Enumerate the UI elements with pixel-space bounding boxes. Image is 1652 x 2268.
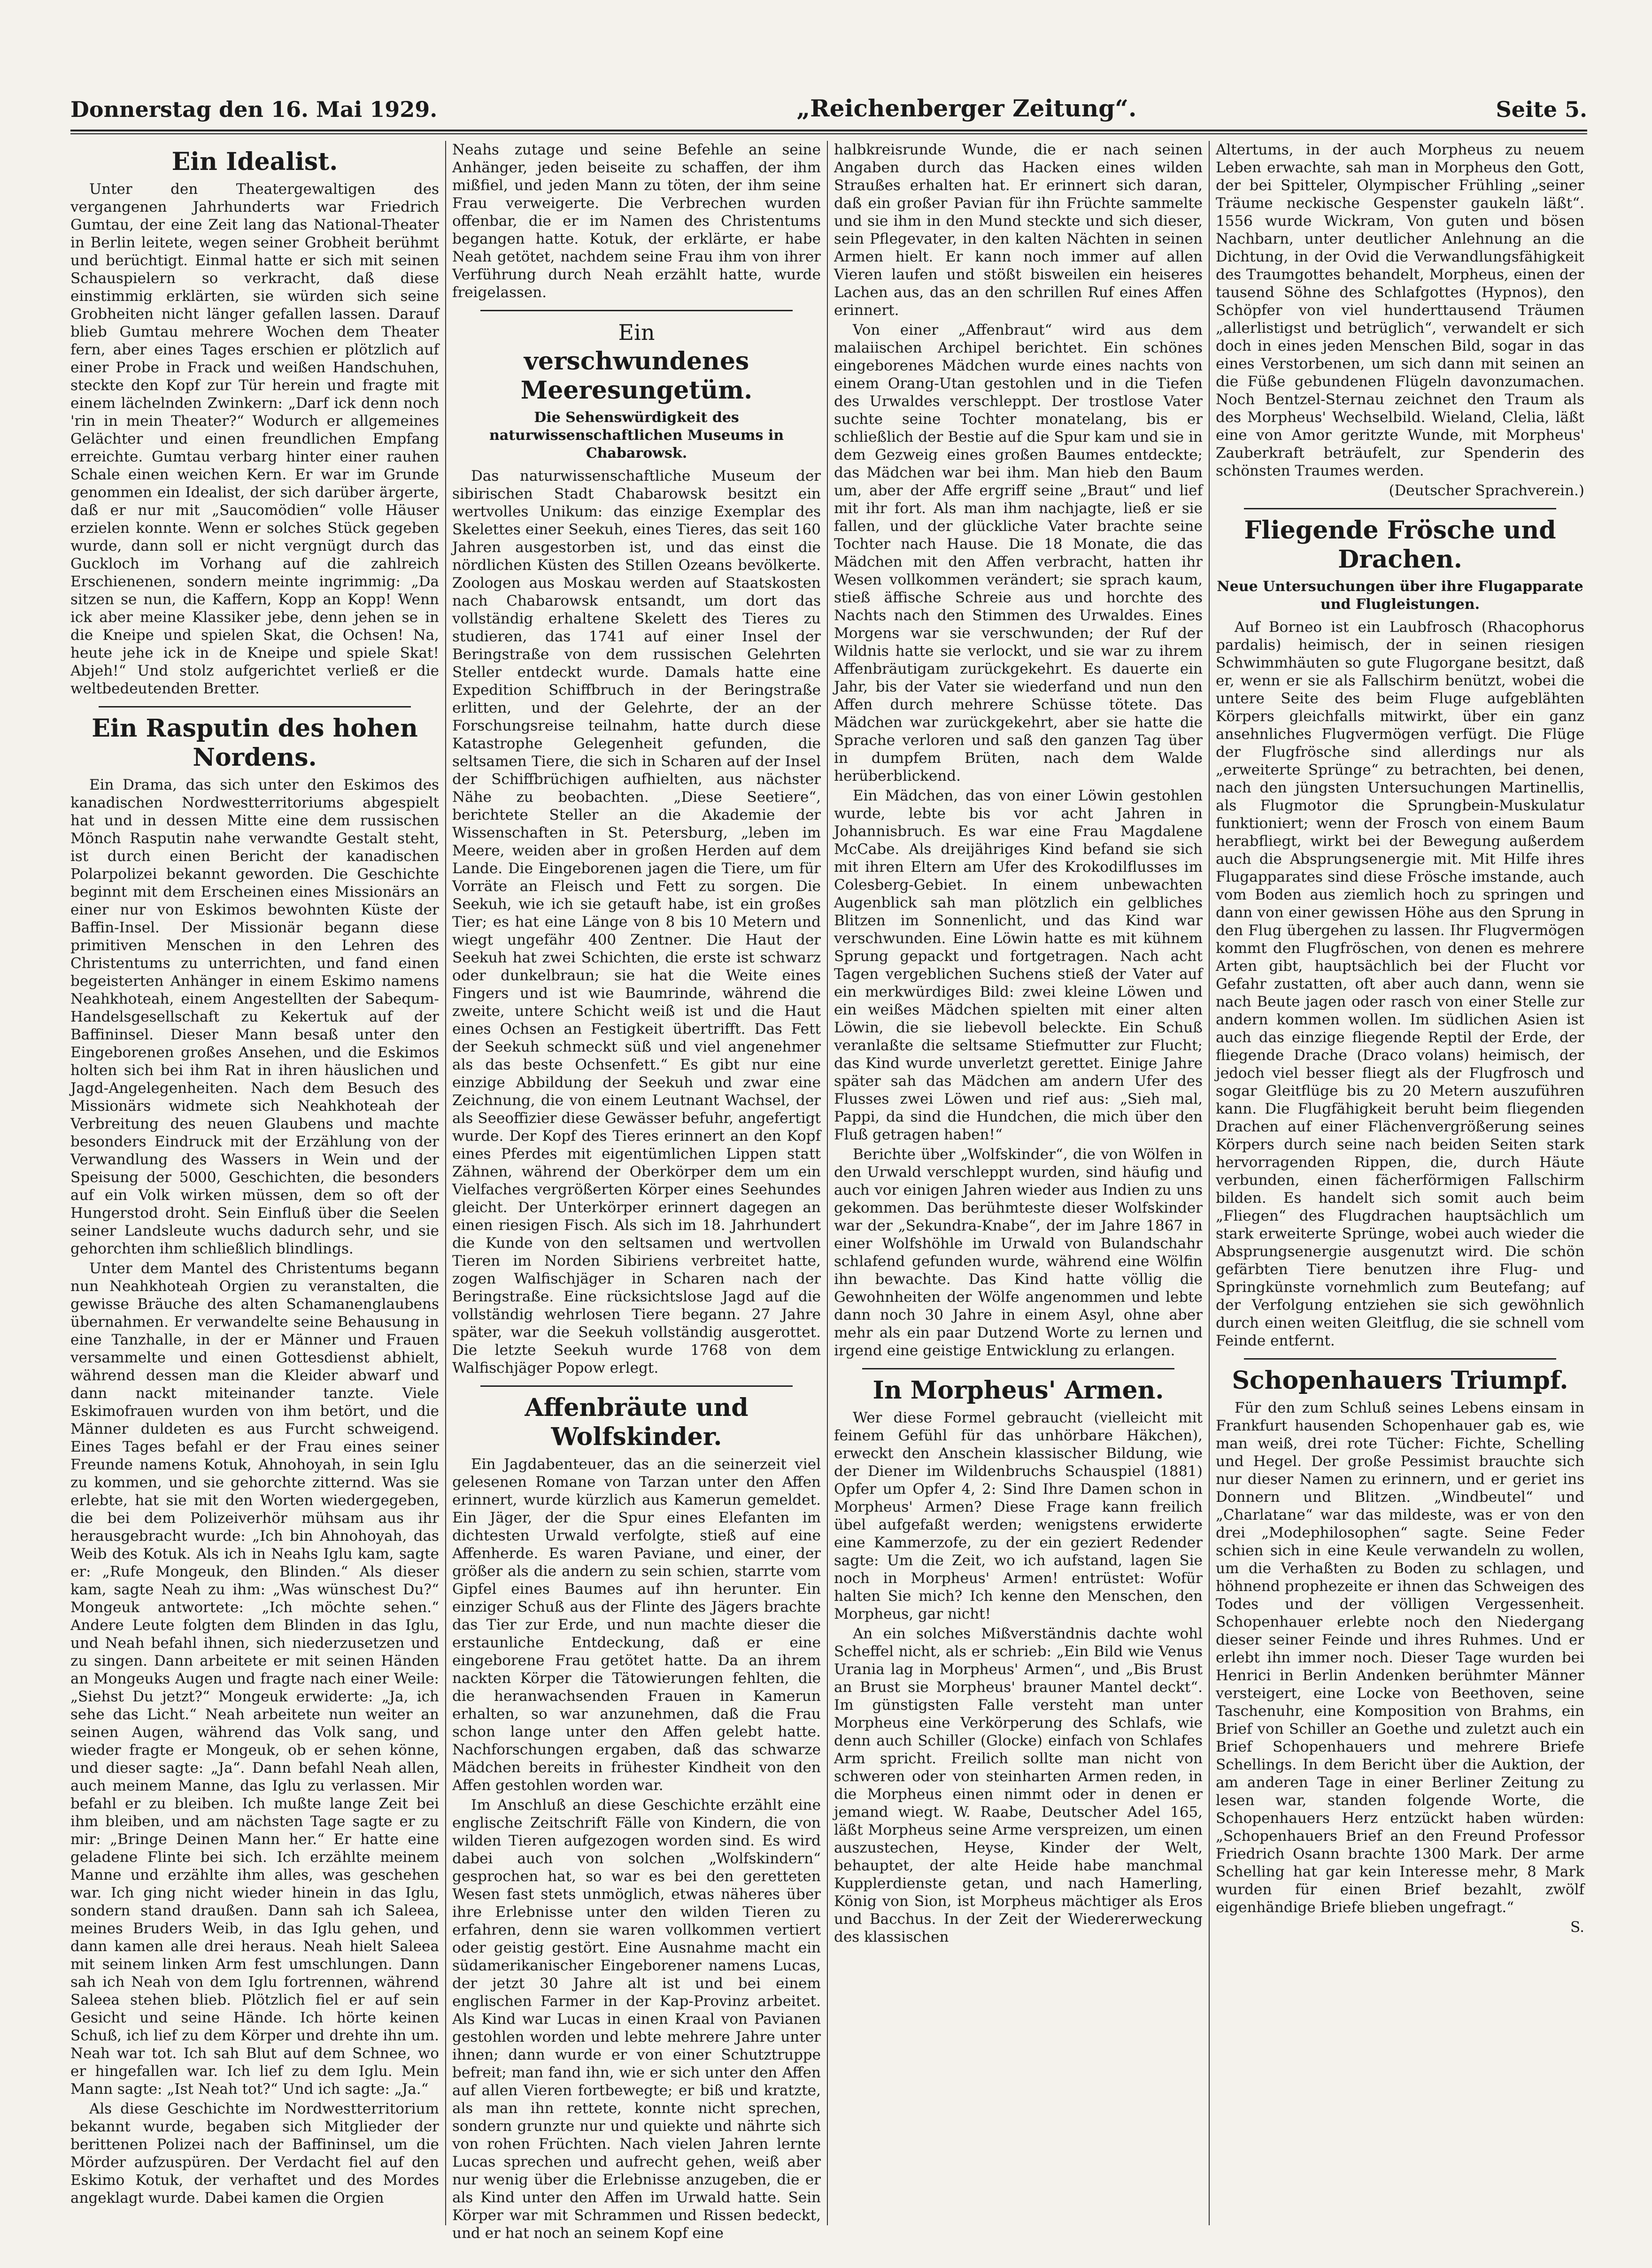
columns [70, 141, 1587, 2242]
article-title: Ein Rasputin des hohen Nordens. [92, 714, 418, 772]
article-subtitle: Neue Untersuchungen über ihre Flugapparate und Flugleistungen. [1217, 578, 1583, 613]
article-body: Wer diese Formel gebraucht (vielleicht mit feinem Gefühl für das unhörbare Häkchen), erweckt den Anschein klassischer Bildung, wie der Diener im Wildenbruchs Schauspiel (1881) Opfer um Opfer 4, 2: Sind Ihre Damen schon in Morpheus' Armen? Diese Frage kann freilich übel aufgefaßt werden; wenigstens erwiderte eine Kammerzofe, zu der ein geziert Redender sagte: Um die Zeit, wo ich aufstand, lagen Sie noch in Morpheus' Armen! entrüstet: Wofür halten Sie mich? Ich kenne den Menschen, den Morpheus, gar nicht! [834, 1409, 1203, 1622]
article-body: Ein Mädchen, das von einer Löwin gestohlen wurde, lebte bis vor acht Jahren in Johannisbruch. Es war eine Frau Magdalene McCabe. Als dreijähriges Kind befand sie sich mit ihren Eltern am Ufer des Krokodilflusses im Colesberg-Gebiet. In einem unbewachten Augenblick sah man plötzlich ein gelbliches Blitzen im Sonnenlicht, und das Kind war verschwunden. Eine Löwin hatte es mit kühnem Sprung gepackt und fortgetragen. Nach acht Tagen vergeblichen Suchens stieß der Vater auf ein merkwürdiges Bild: zwei kleine Löwen und ein weißes Mädchen spielten mit einer alten Löwin, die sie liebevoll beleckte. Ein Schuß veranlaßte die seltsame Stiefmutter zur Flucht; das Kind wurde unverletzt gerettet. Einige Jahre später sah das Mädchen am andern Ufer des Flusses zwei Löwen und rief aus: „Sieh mal, Pappi, da sind die Hundchen, die mich über den Fluß getragen haben!“ [834, 787, 1203, 1143]
article-title: In Morpheus' Armen. [872, 1376, 1164, 1405]
article-separator [480, 1385, 793, 1387]
issue-date: Donnerstag den 16. Mai 1929. [70, 97, 438, 122]
article-title: Affenbräute und Wolfskinder. [525, 1393, 749, 1451]
article-rasputin [70, 714, 439, 2207]
column-2 [452, 141, 821, 2242]
article-body: halbkreisrunde Wunde, die er nach seinen Angaben durch das Hacken eines wilden Straußes erhalten hat. Er erinnert sich daran, daß ein großer Pavian für ihn Früchte sammelte und sie ihm in den Mund steckte und sich dieser, sein Pflegevater, in den kalten Nächten in seinen Armen hielt. Er kann noch immer auf allen Vieren laufen und stößt bisweilen ein heiseres Lachen aus, das an den schrillen Ruf eines Affen erinnert. [834, 141, 1203, 319]
article-title: Fliegende Frösche und Drachen. [1244, 516, 1556, 574]
page-number: Seite 5. [1496, 97, 1587, 122]
article-title: Ein Idealist. [171, 147, 338, 176]
article-body: Berichte über „Wolfskinder“, die von Wölfen in den Urwald verschleppt wurden, sind häufig und auch vor einigen Jahren wieder aus Indien zu uns gekommen. Das berühmteste dieser Wolfskinder war der „Sekundra-Knabe“, der im Jahre 1867 in einer Wolfshöhle im Urwald von Bulandschahr schlafend gefunden wurde, während eine Wölfin ihn bewachte. Das Kind hatte völlig die Gewohnheiten der Wölfe angenommen und lebte dann noch 30 Jahre in einem Asyl, ohne aber mehr als ein paar Dutzend Worte zu lernen und irgend eine geistige Entwicklung zu erlangen. [834, 1146, 1203, 1359]
article-source: (Deutscher Sprachverein.) [1389, 482, 1584, 499]
column-1 [70, 141, 439, 2225]
article-kicker: Ein [618, 320, 655, 345]
article-separator [862, 1368, 1174, 1369]
article-morpheus [834, 1376, 1203, 1946]
article-affenbraeute-continued [834, 141, 1203, 1360]
article-fliegende-froesche [1216, 516, 1584, 1350]
article-separator [480, 310, 793, 311]
article-body: An ein solches Mißverständnis dachte wohl Scheffel nicht, als er schrieb: „Ein Bild wie Venus Urania lag in Morpheus' Armen“, und „Bis Brust an Brust sie Morpheus' brauner Mantel deckt“. Im günstigsten Falle versteht man unter Morpheus eine Verkörperung des Schlafs, wie denn auch Schiller (Glocke) einfach von Schlafes Arm spricht. Freilich sollte man nicht von schweren oder von steinharten Armen reden, in die Morpheus einen nimmt oder in denen er jemand wiegt. W. Raabe, Deutscher Adel 165, läßt Morpheus seine Arme verspreizen, um einen auszustechen, Heyse, Kinder der Welt, behauptet, der alte Heide habe manchmal Kupplerdienste getan, und nach Hamerling, König von Sion, ist Morpheus mächtiger als Eros und Bacchus. In der Zeit der Wiedererweckung des klassischen [834, 1625, 1203, 1945]
article-subtitle: Die Sehenswürdigkeit des naturwissenschaftlichen Museums in Chabarowsk. [489, 409, 784, 461]
article-body: Neahs zutage und seine Befehle an seine Anhänger, jeden beiseite zu schaffen, der ihm mißfiel, und jeden Mann zu töten, der ihm seine Frau verweigerte. Die Verbrechen wurden offenbar, die er im Namen des Christentums begangen hatte. Kotuk, der erklärte, er habe Neah getötet, nachdem seine Frau ihm von ihrer Verführung durch Neah erzählt hatte, wurde freigelassen. [452, 141, 821, 301]
article-continuation [452, 141, 821, 301]
article-title-text: verschwundenes Meeresungetüm. [520, 347, 753, 405]
article-body: Unter den Theatergewaltigen des vergangenen Jahrhunderts war Friedrich Gumtau, der eine Zeit lang das National-Theater in Berlin leitete, wegen seiner Grobheit berühmt und berüchtigt. Einmal hatte er sich mit seinen Schauspielern so verkracht, daß diese einstimmig erklärten, sie würden sich seine Grobheiten nicht länger gefallen lassen. Darauf blieb Gumtau mehrere Wochen dem Theater fern, aber eines Tages erschien er plötzlich auf einer Probe in Frack und weißen Handschuhen, steckte den Kopf zur Tür herein und fragte mit einem lächelnden Zwinkern: „Darf ick denn noch 'rin in mein Theater?“ Wodurch er allgemeines Gelächter und einen freundlichen Empfang erreichte. Gumtau verbarg hinter einer rauhen Schale einen weichen Kern. Er war im Grunde genommen ein Idealist, der sich darüber ärgerte, daß er nur mit „Saucomödien“ volle Häuser erzielen konnte. Wenn er solches Stück gegeben wurde, dann soll er nicht vergnügt durch das Guckloch im Vorhang auf die zahlreich Erschienenen, sondern meinte ingrimmig: „Da sitzen se nun, die Kaffern, Kopp an Kopp! Wenn ick aber meine Klassiker jebe, denn jehen se in die Kneipe und spielen Skat, die Ochsen! Na, heute jehe ick in de Kneipe und spiele Skat! Abjeh!“ Und stolz aufgerichtet verließ er die weltbedeutenden Bretter. [70, 181, 439, 697]
article-body: Ein Drama, das sich unter den Eskimos des kanadischen Nordwestterritoriums abgespielt hat und in dessen Mitte eine dem russischen Mönch Rasputin nahe verwandte Gestalt steht, ist durch einen Bericht der kanadischen Polarpolizei bekannt geworden. Die Geschichte beginnt mit dem Erscheinen eines Missionärs an einer nur von Eskimos bewohnten Küste der Baffin-Insel. Der Missionär begann diese primitiven Menschen in den Lehren des Christentums zu unterrichten, und fand einen begeisterten Anhänger in einem Eskimo namens Neahkhoteah, einem Angestellten der Sabequm-Handelsgesellschaft zu Kekertuk auf der Baffininsel. Dieser Mann besaß unter den Eingeborenen großes Ansehen, und die Eskimos holten sich bei ihm Rat in ihren häuslichen und Jagd-Angelegenheiten. Nach dem Besuch des Missionärs widmete sich Neahkhoteah der Verbreitung des neuen Glaubens und machte besonders Eindruck mit der Erzählung von der Verwandlung des Wassers in Wein und der Speisung der 5000, Geschichten, die besonders auf ein Volk wirken müssen, dem so oft der Hungerstod droht. Sein Einfluß über die Seelen seiner Landsleute wuchs dadurch sehr, und sie gehorchten ihm schließlich blindlings. [70, 777, 439, 1257]
article-title [452, 318, 821, 405]
article-body: Das naturwissenschaftliche Museum der sibirischen Stadt Chabarowsk besitzt ein wertvolles Unikum: das einzige Exemplar des Skelettes einer Seekuh, eines Tieres, das seit 160 Jahren ausgestorben ist, und das einst die nördlichen Küsten des Stillen Ozeans bevölkerte. Zoologen aus Moskau werden auf Staatskosten nach Chabarowsk entsandt, um dort das vollständig erhaltene Skelett des Tieres zu studieren, das 1741 auf einer Insel der Beringstraße von dem russischen Gelehrten Steller entdeckt wurde. Damals hatte eine Expedition Schiffbruch in der Beringstraße erlitten, und der Gelehrte, der an der Forschungsreise teilnahm, hatte durch diese Katastrophe Gelegenheit gefunden, die seltsamen Tiere, die sich in Scharen auf der Insel der Schiffbrüchigen aufhielten, aus nächster Nähe zu beobachten. „Diese Seetiere“, berichtete Steller an die Akademie der Wissenschaften in St. Petersburg, „leben im Meere, weiden aber in großen Herden auf dem Lande. Die Eingeborenen jagen die Tiere, um für Vorräte an Fleisch und Fett zu sorgen. Die Seekuh, wie ich sie getauft habe, ist ein großes Tier; es hat eine Länge von 8 bis 10 Metern und wiegt ungefähr 400 Zentner. Die Haut der Seekuh hat zwei Schichten, die erste ist schwarz oder dunkelbraun; sie hat die Weite eines Fingers und ist wie Baumrinde, während die zweite, untere Schicht weiß ist und die Haut eines Ochsen an Festigkeit übertrifft. Das Fett der Seekuh schmeckt süß und viel angenehmer als das beste Ochsenfett.“ Es gibt nur eine einzige Abbildung der Seekuh und zwar eine Zeichnung, die von einem Leutnant Wachsel, der als Seeoffizier diese Gewässer befuhr, angefertigt wurde. Der Kopf des Tieres erinnert an den Kopf eines Pferdes mit eigentümlichen Lippen statt Zähnen, während der Oberkörper dem um ein Vielfaches vergrößerten Körper eines Seehundes gleicht. Der Unterkörper erinnert dagegen an einen riesigen Fisch. Als sich im 18. Jahrhundert die Kunde von den seltsamen und wertvollen Tieren im Norden Sibiriens verbreitet hatte, zogen Walfischjäger in Scharen nach der Beringstraße. Eine rücksichtslose Jagd auf die vollständig wehrlosen Tiere begann. 27 Jahre später, war die Seekuh vollständig ausgerottet. Die letzte Seekuh wurde 1768 von dem Walfischjäger Popow erlegt. [452, 468, 821, 1376]
article-schopenhauer [1216, 1366, 1584, 1936]
article-body: Im Anschluß an diese Geschichte erzählt eine englische Zeitschrift Fälle von Kindern, die von wilden Tieren aufgezogen worden sind. Es wird dabei auch von solchen „Wolfskindern“ gesprochen hat, so war es bei den geretteten Wesen fast stets unmöglich, etwas näheres über ihre Erlebnisse unter den wilden Tieren zu erfahren, denn sie waren vollkommen vertiert oder geistig gestört. Eine Ausnahme macht ein südamerikanischer Eingeborener namens Lucas, der jetzt 30 Jahre alt ist und bei einem englischen Farmer in der Kap-Provinz arbeitet. Als Kind war Lucas in einen Kraal von Pavianen gestohlen worden und lebte mehrere Jahre unter ihnen; dann wurde er von einer Schutztruppe befreit; man fand ihn, wie er sich unter den Affen auf allen Vieren fortbewegte; er biß und kratzte, als man ihn rettete, konnte nicht sprechen, sondern grunzte nur und quiekte und nährte sich von rohen Früchten. Nach vielen Jahren lernte Lucas sprechen und aufrecht gehen, weiß aber nur wenig über die Erlebnisse anzugeben, die er als Kind unter den Affen im Urwald hatte. Sein Körper war mit Schrammen und Rissen bedeckt, und er hat noch an seinem Kopf eine [452, 1797, 821, 2242]
page-header [70, 85, 1587, 122]
newspaper-page [70, 85, 1587, 2242]
column-3 [834, 141, 1203, 2225]
article-body: Von einer „Affenbraut“ wird aus dem malaiischen Archipel berichtet. Ein schönes eingeborenes Mädchen wurde eines nachts von einem Orang-Utan gestohlen und in die Tiefen des Urwaldes verschleppt. Der trostlose Vater suchte seine Tochter monatelang, bis er schließlich der Bestie auf die Spur kam und sie in dem Gezweig eines großen Baumes entdeckte; das Mädchen war bei ihm. Man hieb den Baum um, aber der Affe ergriff seine „Braut“ und lief mit ihr fort. Als man ihm nachjagte, ließ er sie fallen, und der glückliche Vater brachte seine Tochter nach Hause. Die 18 Monate, die das Mädchen mit den Affen verbracht, hatten ihr Wesen vollkommen verändert; sie sprach kaum, stieß äffische Schreie aus und horchte des Nachts nach den Stimmen des Urwaldes. Eines Morgens war sie verschwunden; der Ruf der Wildnis hatte sie verlockt, und sie war zu ihrem Affenbräutigam zurückgekehrt. Es dauerte ein Jahr, bis der Vater sie wiederfand und nun den Affen durch mehrere Schüsse tötete. Das Mädchen war zurückgekehrt, aber sie hatte die Sprache verloren und saß den ganzen Tag über in dumpfem Brüten, nach dem Walde herüberblickend. [834, 322, 1203, 784]
article-separator [99, 706, 411, 707]
article-body: Altertums, in der auch Morpheus zu neuem Leben erwachte, sah man in Morpheus den Gott, der bei Spitteler, Olympischer Frühling „seiner Träume neckische Gespenster gaukeln läßt“. 1556 wurde Wickram, Von guten und bösen Nachbarn, unter deutlicher Anlehnung an die Dichtung, in der Ovid die Verwandlungsfähigkeit des Traumgottes behandelt, Morpheus, einen der tausend Söhne des Schlafgottes (Hypnos), den Schöpfer von viel hunderttausend Träumen „allerlistigst und betrüglich“, verwandelt er sich doch in eines jeden Menschen Bild, sogar in das eines Verstorbenen, um sich dann mit seinen an die Füße gebundenen Flügeln davonzumachen. Noch Bentzel-Sternau zeichnet den Traum als des Morpheus' Wechselbild. Wieland, Clelia, läßt eine von Amor geritzte Wunde, mit Morpheus' Zauberkraft beträufelt, zur Spenderin des schönsten Traumes werden. [1216, 141, 1584, 479]
article-body: Ein Jagdabenteuer, das an die seinerzeit viel gelesenen Romane von Tarzan unter den Affen erinnert, wurde kürzlich aus Kamerun gemeldet. Ein Jäger, der die Spur eines Elefanten im dichtesten Urwald verfolgte, stieß auf eine Affenherde. Es waren Paviane, und einer, der größer als die andern zu sein schien, starrte vom Gipfel eines Baumes auf ihn herunter. Ein einziger Schuß aus der Flinte des Jägers brachte das Tier zur Erde, und nun machte dieser die erstaunliche Entdeckung, daß er eine eingeborene Frau getötet hatte. Da an ihrem nackten Körper die Tätowierungen fehlten, die die heranwachsenden Frauen in Kamerun erhalten, so war anzunehmen, daß die Frau schon lange unter den Affen gelebt hatte. Nachforschungen ergaben, daß das schwarze Mädchen bereits in frühester Kindheit von den Affen gestohlen worden war. [452, 1456, 821, 1794]
article-meeresungetuem [452, 318, 821, 1377]
article-body: Für den zum Schluß seines Lebens einsam in Frankfurt hausenden Schopenhauer gab es, wie man weiß, drei rote Tücher: Fichte, Schelling und Hegel. Der große Pessimist brauchte sich nur dieser Namen zu erinnern, und er geriet ins Donnern und Blitzen. „Windbeutel“ und „Charlatane“ war das mildeste, was er von den drei „Modephilosophen“ sagte. Seine Feder schien sich in eine Keule verwandeln zu wollen, um die Verhaßten zu Boden zu schlagen, und höhnend prophezeite er ihnen das Schweigen des Todes und der völligen Vergessenheit. Schopenhauer erlebte noch den Niedergang dieser seiner Feinde und ihres Ruhmes. Und er erlebt ihn immer noch. Dieser Tage wurden bei Henrici in Berlin Andenken berühmter Männer versteigert, eine Locke von Beethoven, seine Taschenuhr, eine Komposition von Brahms, ein Brief von Schiller an Goethe und zuletzt auch ein Brief Schopenhauers und mehrere Briefe Schellings. In dem Bericht über die Auktion, der am anderen Tage in einer Berliner Zeitung zu lesen war, standen folgende Worte, die Schopenhauers Herz entzückt haben würden: „Schopenhauers Brief an den Freund Professor Friedrich Osann brachte 1300 Mark. Der arme Schelling hat gar kein Interesse mehr, 8 Mark wurden für einen Brief bezahlt, zwölf eigenhändige Briefe blieben ungefragt.“ [1216, 1399, 1584, 1916]
article-body: Auf Borneo ist ein Laubfrosch (Rhacophorus pardalis) heimisch, der in seinen riesigen Schwimmhäuten so gute Flugorgane besitzt, daß er, wenn er sie als Fallschirm benützt, wobei die untere Seite des beim Fluge aufgeblähten Körpers gleichfalls mitwirkt, über ein ganz ansehnliches Flugvermögen verfügt. Die Flüge der Flugfrösche sind allerdings nur als „erweiterte Sprünge“ zu betrachten, bei denen, nach den jüngsten Untersuchungen Martinellis, als Flugmotor die Sprungbein-Muskulatur funktioniert; wenn der Frosch von einem Baum herabfliegt, wirkt bei der Bewegung außerdem auch die Absprungsenergie mit. Mit Hilfe ihres Flugapparates sind diese Frösche imstande, auch vom Boden aus ziemlich hoch zu springen und dann von einer gewissen Höhe aus den Sprung in den Flug übergehen zu lassen. Ihr Flugvermögen kommt den Flugfröschen, von denen es mehrere Arten gibt, hauptsächlich bei der Flucht vor Gefahr zustatten, oft aber auch dann, wenn sie nach Beute jagen oder rasch von einer Stelle zur andern kommen wollen. Im südlichen Asien ist auch das einzige fliegende Reptil der Erde, der fliegende Drache (Draco volans) heimisch, der jedoch viel besser fliegt als der Flugfrosch und sogar Gleitflüge bis zu 20 Metern auszuführen kann. Die Flugfähigkeit beruht beim fliegenden Drachen auf einer Flächenvergrößerung seines Körpers durch seine nach beiden Seiten stark hervorragenden Rippen, die, durch Häute verbunden, einen fächerförmigen Fallschirm bilden. Es handelt sich somit auch beim „Fliegen“ des Flugdrachen hauptsächlich um stark erweiterte Sprünge, wobei auch wieder die Absprungsenergie ausgenutzt wird. Die schön gefärbten Tiere benutzen ihre Flug- und Springkünste vornehmlich zum Beutefang; auf der Verfolgung entziehen sie sich gewöhnlich durch einen weiten Gleitflug, die sie schnell vom Feinde entfernt. [1216, 619, 1584, 1349]
article-separator [1244, 508, 1556, 509]
article-body: Unter dem Mantel des Christentums begann nun Neahkhoteah Orgien zu veranstalten, die gewisse Bräuche des alten Schamanenglaubens übernahmen. Er verwandelte seine Behausung in eine Tanzhalle, in der er Männer und Frauen versammelte und einen Gottesdienst abhielt, während dessen man die Kleider abwarf und dann nackt miteinander tanzte. Viele Eskimofrauen wurden von ihm betört, und die Männer duldeten es aus Furcht schweigend. Eines Tages befahl er der Frau eines seiner Freunde namens Kotuk, Ahnohoyah, in sein Iglu zu kommen, und sie gehorchte zitternd. Was sie erlebte, hat sie mit den Worten wiedergegeben, die bei dem Polizeiverhör mühsam aus ihr herausgebracht wurde: „Ich bin Ahnohoyah, das Weib des Kotuk. Als ich in Neahs Iglu kam, sagte er: „Rufe Mongeuk, den Blinden.“ Als dieser kam, sagte Neah zu ihm: „Was wünschest Du?“ Mongeuk antwortete: „Ich möchte sehen.“ Andere Leute folgten dem Blinden in das Iglu, und Neah befahl ihnen, sich niederzusetzen und zu singen. Dann arbeitete er mit seinen Händen an Mongeuks Augen und fragte nach einer Weile: „Siehst Du jetzt?“ Mongeuk erwiderte: „Ja, ich sehe das Licht.“ Neah arbeitete nun weiter an seinen Augen, während das Volk sang, und wieder fragte er Mongeuk, ob er sehen könne, und dieser sagte: „Ja“. Dann befahl Neah allen, auch meinem Manne, das Iglu zu verlassen. Mir befahl er zu bleiben. Ich mußte lange Zeit bei ihm bleiben, und am nächsten Tage sagte er zu mir: „Bringe Deinen Mann her.“ Er hatte eine geladene Flinte bei sich. Ich erzählte meinem Manne und erzählte ihm alles, was geschehen war. Ich ging nicht wieder hinein in das Iglu, sondern stand draußen. Dann sah ich Saleea, meines Bruders Weib, in das Iglu gehen, und dann kamen alle drei heraus. Neah hielt Saleea mit seinem linken Arm fest umschlungen. Dann sah ich Neah von dem Iglu fortrennen, während Saleea stehen blieb. Plötzlich fiel er auf sein Gesicht und seine Hände. Ich hörte keinen Schuß, ich lief zu dem Körper und drehte ihn um. Neah war tot. Ich sah Blut auf dem Schnee, wo er hingefallen war. Ich lief zu dem Iglu. Mein Mann sagte: „Ist Neah tot?“ Und ich sagte: „Ja.“ [70, 1260, 439, 2098]
article-title: Schopenhauers Triumpf. [1232, 1366, 1568, 1395]
article-affenbraeute [452, 1393, 821, 2242]
article-signature: S. [1570, 1919, 1584, 1936]
header-rule [70, 130, 1587, 134]
article-morpheus-continued [1216, 141, 1584, 500]
article-ein-idealist [70, 147, 439, 698]
masthead: „Reichenberger Zeitung“. [796, 94, 1137, 122]
article-separator [1244, 1358, 1556, 1360]
article-body: Als diese Geschichte im Nordwestterritorium bekannt wurde, begaben sich Mitglieder der berittenen Polizei nach der Baffininsel, um die Mörder aufzuspüren. Der Verdacht fiel auf den Eskimo Kotuk, der verhaftet und des Mordes angeklagt wurde. Dabei kamen die Orgien [70, 2100, 439, 2206]
column-4 [1216, 141, 1584, 2225]
